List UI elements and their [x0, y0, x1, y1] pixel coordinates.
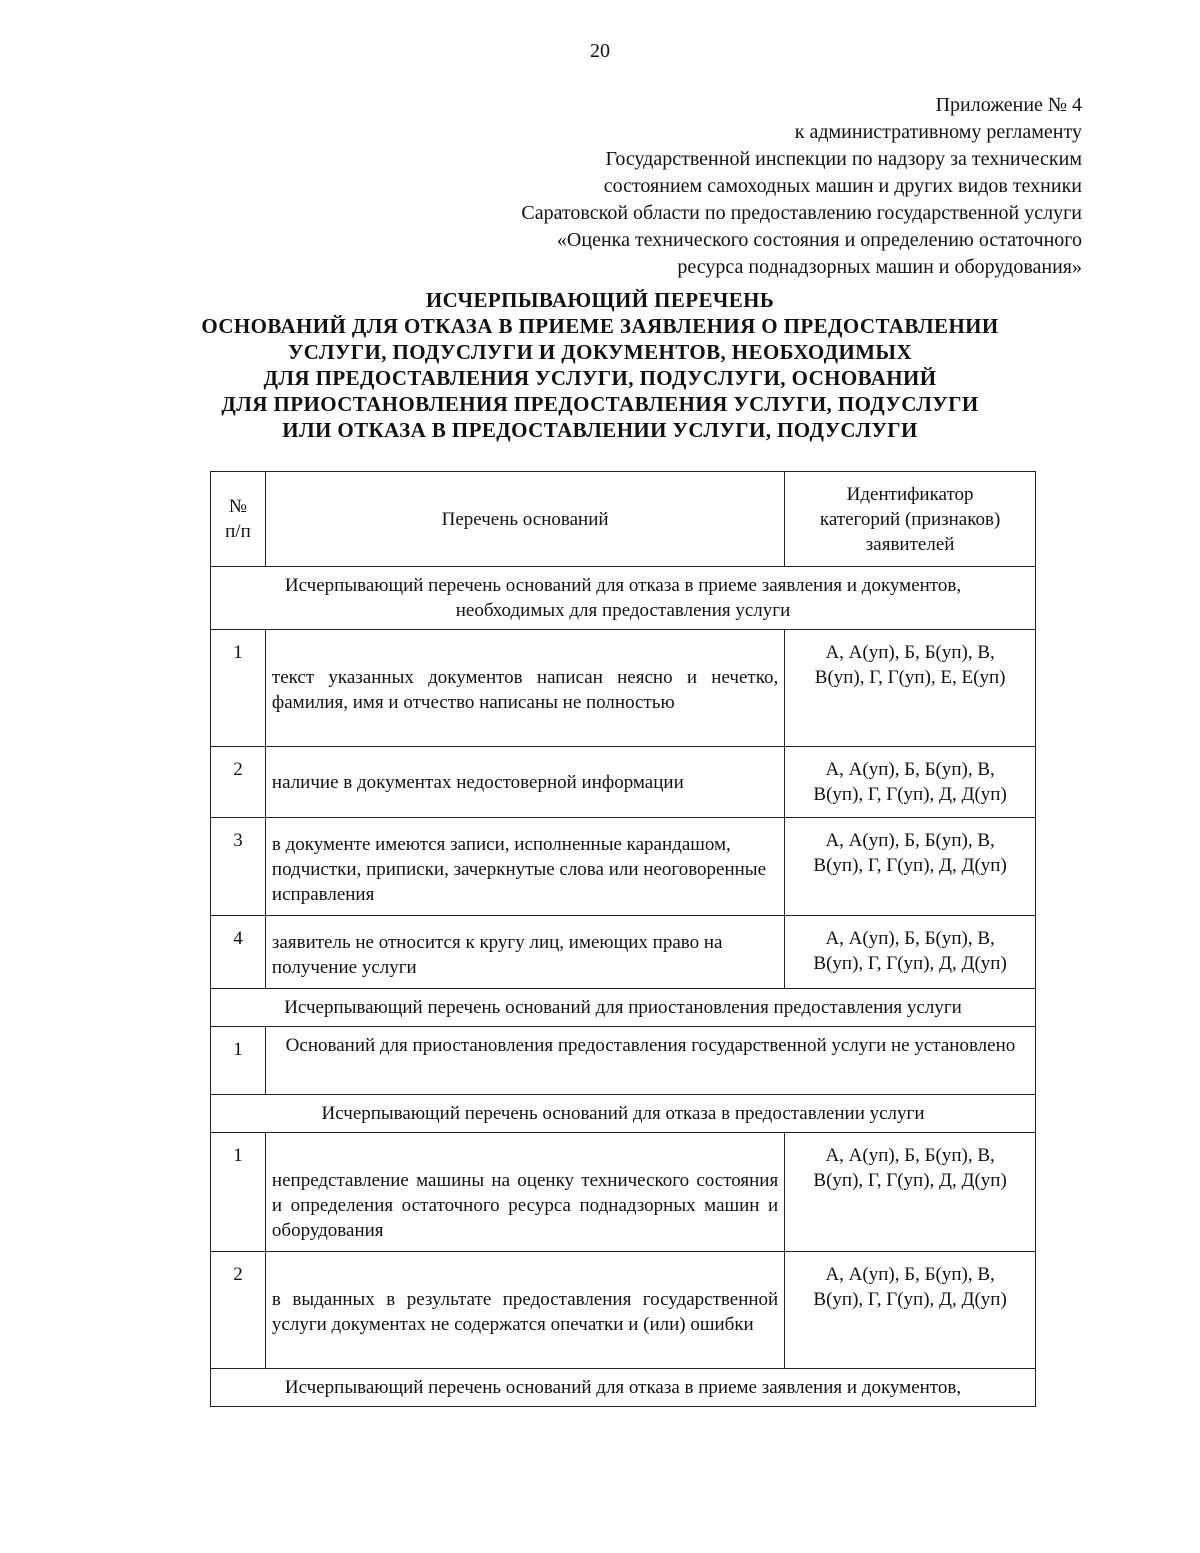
identifier-line: В(уп), Г, Г(уп), Д, Д(уп) — [813, 855, 1007, 876]
row-identifier — [785, 747, 1036, 818]
header-reasons-label: Перечень оснований — [441, 508, 609, 530]
section-row — [211, 1095, 1036, 1133]
header-number — [211, 472, 266, 567]
header-identifier-line3: заявителей — [865, 533, 955, 555]
row-reason: в документе имеются записи, исполненные карандашом, подчистки, приписки, зачеркнутые слова или неоговоренные исправления — [265, 818, 784, 916]
row-number: 1 — [211, 1133, 266, 1252]
section-title — [211, 567, 1036, 630]
table-row — [211, 916, 1036, 989]
row-reason: непредставление машины на оценку технического состояния и определения остаточного ресурса поднадзорных машин и оборудования — [265, 1133, 784, 1252]
row-identifier — [785, 916, 1036, 989]
row-identifier — [785, 630, 1036, 747]
row-reason: текст указанных документов написан неясно и нечетко, фамилия, имя и отчество написаны не полностью — [265, 630, 784, 747]
row-identifier — [785, 818, 1036, 916]
row-identifier — [785, 1133, 1036, 1252]
row-number: 2 — [211, 747, 266, 818]
section-title: Исчерпывающий перечень оснований для отказа в предоставлении услуги — [211, 1095, 1036, 1133]
appendix-header — [382, 92, 1082, 281]
table-row — [211, 1133, 1036, 1252]
header-reasons — [265, 472, 784, 567]
identifier-line: А, А(уп), Б, Б(уп), В, — [825, 1264, 995, 1285]
identifier-line: В(уп), Г, Г(уп), Д, Д(уп) — [813, 1170, 1007, 1191]
table-row — [211, 818, 1036, 916]
appendix-line: к административному регламенту — [794, 121, 1082, 143]
row-reason: заявитель не относится к кругу лиц, имеющих право на получение услуги — [265, 916, 784, 989]
title-line: ДЛЯ ПРИОСТАНОВЛЕНИЯ ПРЕДОСТАВЛЕНИЯ УСЛУГИ, ПОДУСЛУГИ — [221, 392, 979, 416]
identifier-line: А, А(уп), Б, Б(уп), В, — [825, 830, 995, 851]
identifier-line: В(уп), Г, Г(уп), Д, Д(уп) — [813, 953, 1007, 974]
header-identifier — [785, 472, 1036, 567]
title-line: ИСЧЕРПЫВАЮЩИЙ ПЕРЕЧЕНЬ — [425, 288, 775, 312]
identifier-line: В(уп), Г, Г(уп), Д, Д(уп) — [813, 784, 1007, 805]
row-reason: в выданных в результате предоставления государственной услуги документах не содержатся опечатки и (или) ошибки — [265, 1252, 784, 1369]
appendix-line: ресурса поднадзорных машин и оборудования» — [677, 256, 1082, 278]
appendix-line: Саратовской области по предоставлению государственной услуги — [521, 202, 1082, 224]
appendix-line: состоянием самоходных машин и других видов техники — [603, 175, 1082, 197]
row-reason: наличие в документах недостоверной информации — [265, 747, 784, 818]
identifier-line: А, А(уп), Б, Б(уп), В, — [825, 1145, 995, 1166]
identifier-line: В(уп), Г, Г(уп), Д, Д(уп) — [813, 1289, 1007, 1310]
section-row — [211, 989, 1036, 1027]
section-title-line: Исчерпывающий перечень оснований для отказа в приеме заявления и документов, — [284, 575, 962, 596]
table-row — [211, 1252, 1036, 1369]
header-number-line1: № — [228, 496, 248, 517]
appendix-line: Приложение № 4 — [935, 94, 1082, 116]
section-row — [211, 567, 1036, 630]
row-number: 3 — [211, 818, 266, 916]
row-reason: Оснований для приостановления предоставления государственной услуги не установлено — [265, 1027, 1035, 1095]
document-title — [0, 287, 1200, 443]
row-identifier — [785, 1252, 1036, 1369]
row-number: 2 — [211, 1252, 266, 1369]
identifier-line: В(уп), Г, Г(уп), Е, Е(уп) — [814, 667, 1006, 688]
row-number: 1 — [211, 630, 266, 747]
table-row — [211, 630, 1036, 747]
appendix-line: Государственной инспекции по надзору за техническим — [605, 148, 1082, 170]
grounds-table — [210, 471, 1036, 1407]
identifier-line: А, А(уп), Б, Б(уп), В, — [825, 928, 995, 949]
title-line: ИЛИ ОТКАЗА В ПРЕДОСТАВЛЕНИИ УСЛУГИ, ПОДУСЛУГИ — [282, 418, 918, 442]
identifier-line: А, А(уп), Б, Б(уп), В, — [825, 759, 995, 780]
section-title-line: необходимых для предоставления услуги — [455, 600, 791, 621]
title-line: УСЛУГИ, ПОДУСЛУГИ И ДОКУМЕНТОВ, НЕОБХОДИМЫХ — [287, 340, 913, 364]
header-identifier-line2: категорий (признаков) — [819, 508, 1001, 530]
section-row — [211, 1369, 1036, 1407]
title-line: ОСНОВАНИЙ ДЛЯ ОТКАЗА В ПРИЕМЕ ЗАЯВЛЕНИЯ О ПРЕДОСТАВЛЕНИИ — [201, 314, 999, 338]
table-header-row — [211, 472, 1036, 567]
row-number: 4 — [211, 916, 266, 989]
header-number-line2: п/п — [225, 521, 251, 542]
table-row — [211, 1027, 1036, 1095]
page-number: 20 — [590, 40, 610, 62]
table-row — [211, 747, 1036, 818]
identifier-line: А, А(уп), Б, Б(уп), В, — [825, 642, 995, 663]
appendix-line: «Оценка технического состояния и определению остаточного — [556, 229, 1082, 251]
row-number: 1 — [211, 1027, 266, 1095]
header-identifier-line1: Идентификатор — [846, 483, 974, 505]
section-title: Исчерпывающий перечень оснований для отказа в приеме заявления и документов, — [211, 1369, 1036, 1407]
section-title: Исчерпывающий перечень оснований для приостановления предоставления услуги — [211, 989, 1036, 1027]
title-line: ДЛЯ ПРЕДОСТАВЛЕНИЯ УСЛУГИ, ПОДУСЛУГИ, ОСНОВАНИЙ — [263, 366, 937, 390]
